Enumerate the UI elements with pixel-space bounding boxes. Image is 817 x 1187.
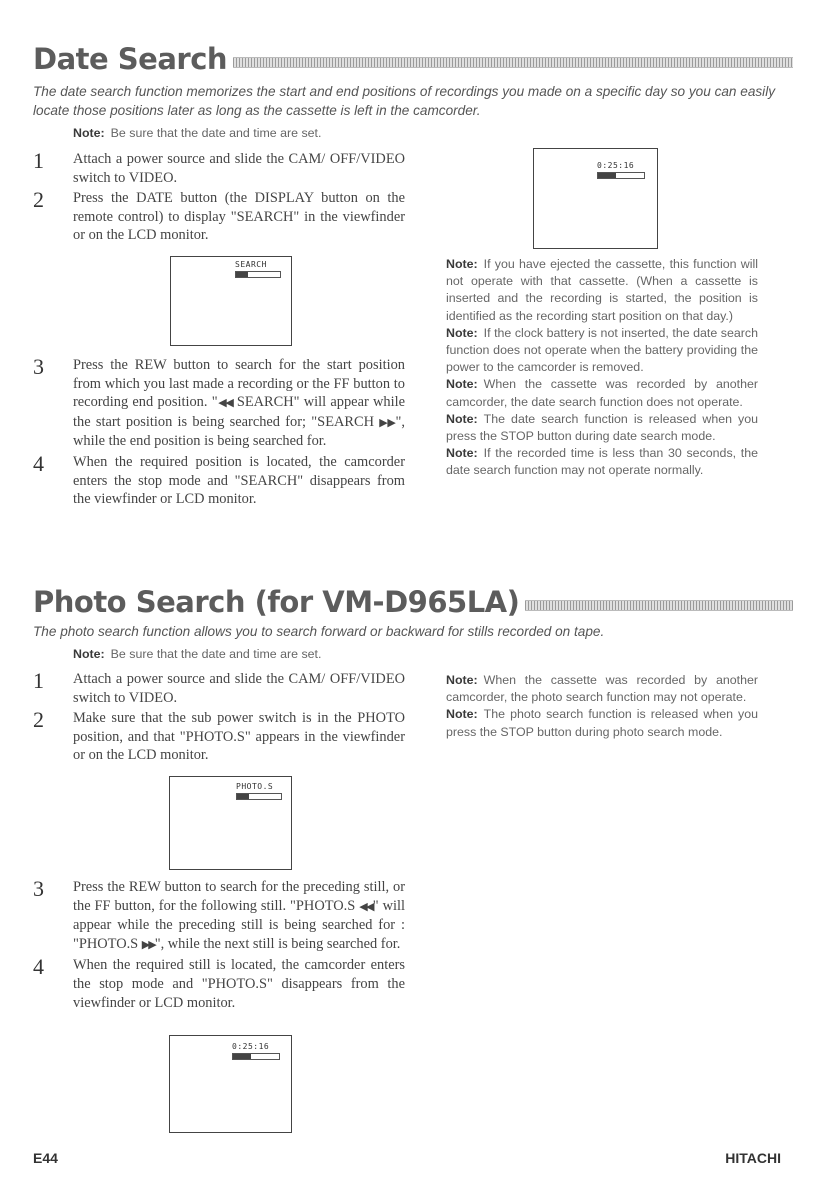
lcd-search-screen bbox=[170, 256, 292, 346]
photo-search-steps-a bbox=[33, 670, 405, 767]
note-item: Note: The photo search function is released when you press the STOP button during photo search mode. bbox=[446, 707, 758, 739]
note-item: Note: If you have ejected the cassette, this function will not operate with that cassette. (When a cassette is inserted and the recording is started, the position is identified as the recording start position on that day.) bbox=[446, 257, 758, 323]
step-number: 3 bbox=[33, 354, 44, 379]
step-text: Press the REW button to search for the preceding still, or the FF button, for the following still. "PHOTO.S ◀◀" will appear while the preceding still is being searched for : "PHOTO.S ▶▶", while the next still is being searched for. bbox=[73, 879, 405, 952]
photo-search-title: Photo Search (for VM-D965LA) bbox=[33, 585, 520, 619]
step-text: Press the REW button to search for the start position from which you last made a recording or the FF button to recording end position. "◀◀ SEARCH" will appear while the start position is being searched for; "SEARCH ▶▶", while the end position is being searched for. bbox=[73, 357, 405, 450]
step-text: Attach a power source and slide the CAM/ OFF/VIDEO switch to VIDEO. bbox=[73, 151, 405, 186]
note-label: Note: bbox=[73, 647, 105, 661]
photo-search-steps-b bbox=[33, 878, 405, 1014]
lcd-time-screen bbox=[533, 148, 658, 249]
note-item: Note: When the cassette was recorded by another camcorder, the date search function does not operate. bbox=[446, 377, 758, 409]
title-rule bbox=[525, 600, 793, 611]
step-number: 4 bbox=[33, 954, 44, 980]
tape-bar bbox=[236, 793, 282, 800]
step-number: 1 bbox=[33, 668, 44, 693]
step-1 bbox=[33, 150, 405, 187]
fast-forward-icon: ▶▶ bbox=[141, 938, 155, 951]
step-2 bbox=[33, 709, 405, 765]
step-4 bbox=[33, 956, 405, 1012]
step-4 bbox=[33, 450, 405, 509]
date-search-intro: The date search function memorizes the start and end positions of recordings you made on a specific day so you can easily locate those positions later as long as the cassette is left in the camcorder. bbox=[33, 84, 776, 118]
date-search-steps-b bbox=[33, 356, 405, 511]
brand-logo: HITACHI bbox=[725, 1150, 781, 1166]
photo-search-intro: The photo search function allows you to search forward or backward for stills recorded on tape. bbox=[33, 624, 605, 639]
step-2 bbox=[33, 189, 405, 245]
date-search-steps-a bbox=[33, 150, 405, 247]
step-3 bbox=[33, 878, 405, 954]
tape-bar bbox=[597, 172, 645, 179]
step-text: Make sure that the sub power switch is in the PHOTO position, and that "PHOTO.S" appears in the viewfinder or on the LCD monitor. bbox=[73, 710, 405, 764]
page-number: E44 bbox=[33, 1150, 58, 1166]
screen-photo-label: PHOTO.S bbox=[236, 782, 274, 791]
note-item: Note: When the cassette was recorded by another camcorder, the photo search function may not operate. bbox=[446, 673, 758, 705]
lcd-time-screen-2 bbox=[169, 1035, 292, 1133]
rewind-icon: ◀◀ bbox=[217, 397, 233, 410]
rewind-icon: ◀◀ bbox=[359, 900, 373, 913]
tape-bar bbox=[232, 1053, 280, 1060]
screen-search-label: SEARCH bbox=[235, 260, 267, 269]
note-item: Note: If the clock battery is not inserted, the date search function does not operate when the battery providing the power to the camcorder is removed. bbox=[446, 325, 758, 375]
title-rule bbox=[233, 57, 793, 68]
step-number: 1 bbox=[33, 148, 44, 173]
screen-time-label: 0:25:16 bbox=[232, 1042, 270, 1051]
step-text: When the required position is located, the camcorder enters the stop mode and "SEARCH" disappears from the viewfinder or LCD monitor. bbox=[73, 453, 405, 508]
step-3 bbox=[33, 356, 405, 451]
note-label: Note: bbox=[73, 126, 105, 140]
fast-forward-icon: ▶▶ bbox=[379, 416, 396, 429]
lcd-photo-screen bbox=[169, 776, 292, 870]
date-search-notes bbox=[446, 256, 758, 480]
note-text: Be sure that the date and time are set. bbox=[110, 647, 322, 661]
step-1 bbox=[33, 670, 405, 707]
screen-time-label: 0:25:16 bbox=[597, 161, 635, 170]
note-text: Be sure that the date and time are set. bbox=[110, 126, 322, 140]
date-search-title: Date Search bbox=[33, 42, 228, 76]
tape-bar bbox=[235, 271, 281, 278]
date-search-header bbox=[33, 44, 793, 74]
step-number: 4 bbox=[33, 450, 44, 476]
step-number: 2 bbox=[33, 707, 44, 733]
note-item: Note: The date search function is released when you press the STOP button during date search mode. bbox=[446, 411, 758, 444]
step-text: Attach a power source and slide the CAM/ OFF/VIDEO switch to VIDEO. bbox=[73, 671, 405, 706]
step-text: Press the DATE button (the DISPLAY button on the remote control) to display "SEARCH" in the viewfinder or on the LCD monitor. bbox=[73, 190, 405, 244]
photo-search-setup-note bbox=[73, 647, 321, 661]
step-number: 3 bbox=[33, 876, 44, 901]
photo-search-header bbox=[33, 587, 793, 617]
note-item: Note: If the recorded time is less than 30 seconds, the date search function may not operate normally. bbox=[446, 446, 758, 478]
date-search-setup-note bbox=[73, 126, 321, 140]
step-text: When the required still is located, the camcorder enters the stop mode and "PHOTO.S" disappears from the viewfinder or LCD monitor. bbox=[73, 957, 405, 1011]
step-number: 2 bbox=[33, 187, 44, 213]
photo-search-notes bbox=[446, 672, 758, 741]
